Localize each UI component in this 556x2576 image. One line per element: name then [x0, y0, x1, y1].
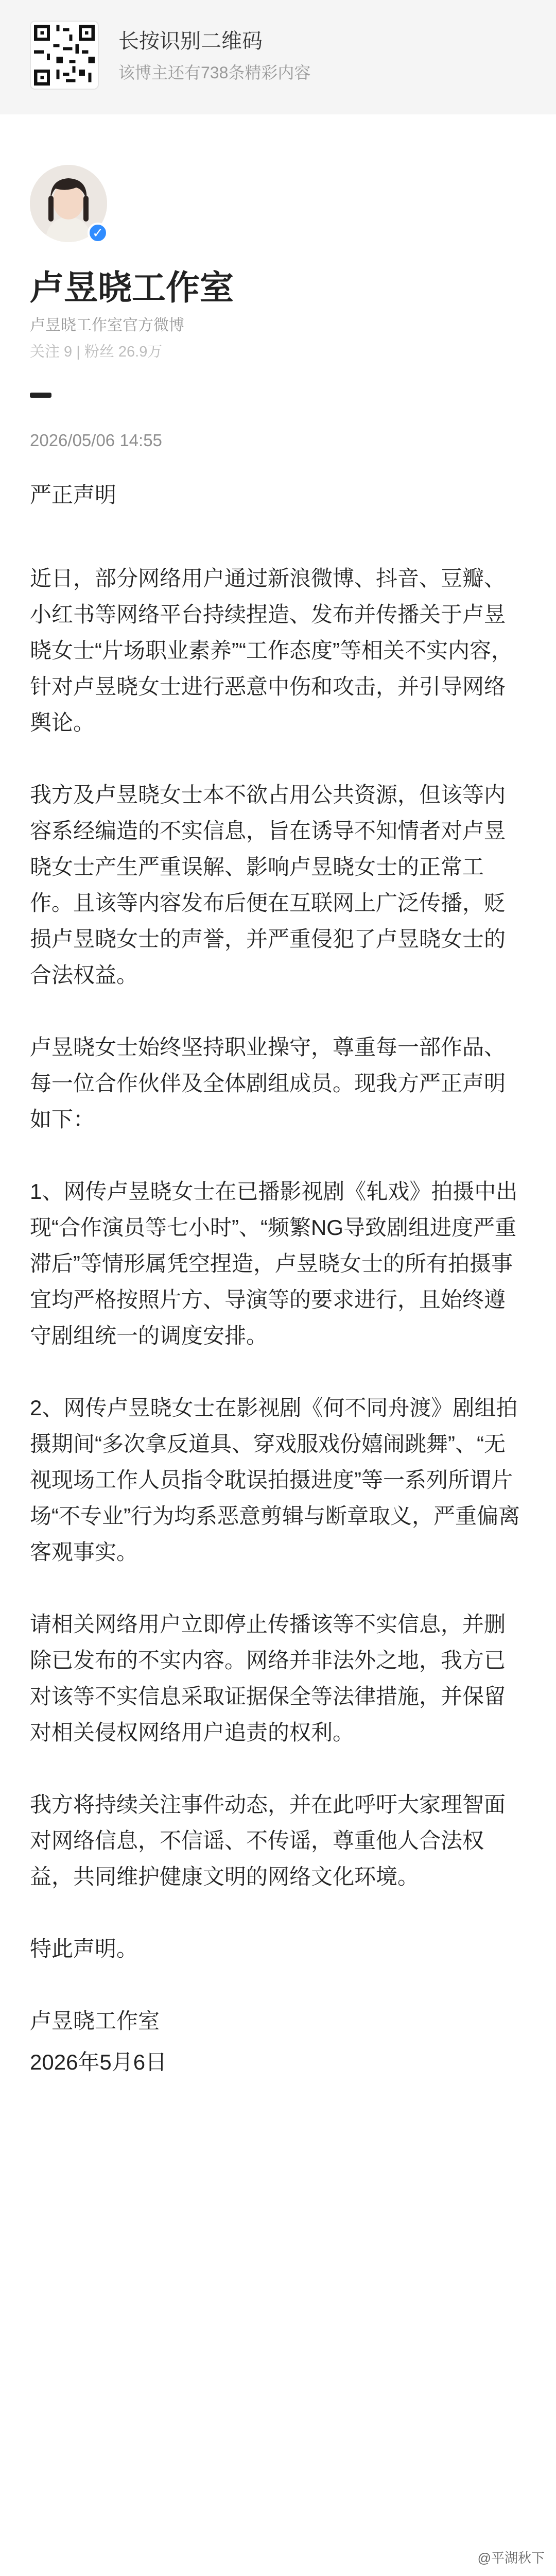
banner-subtitle: 该博主还有738条精彩内容 [118, 63, 311, 82]
account-stats: 关注 9 | 粉丝 26.9万 [30, 344, 163, 360]
post-signature: 卢昱晓工作室 [30, 2009, 160, 2033]
verified-badge-icon: ✓ [88, 223, 108, 243]
qr-code-small[interactable] [30, 21, 99, 90]
qr-code-icon [31, 22, 98, 89]
post-body [30, 561, 524, 2116]
banner-title: 长按识别二维码 [118, 30, 263, 53]
post-paragraph: 近日，部分网络用户通过新浪微博、抖音、豆瓣、小红书等网络平台持续捏造、发布并传播关于卢昱晓女士“片场职业素养”“工作态度”等相关不实内容，针对卢昱晓女士进行恶意中伤和攻击，并引导网络舆论。 [30, 566, 513, 735]
top-banner [0, 0, 556, 114]
divider-bar [30, 393, 51, 398]
post-paragraph: 卢昱晓女士始终坚持职业操守，尊重每一部作品、每一位合作伙伴及全体剧组成员。现我方严正声明如下： [30, 1035, 506, 1131]
post-paragraph: 特此声明。 [30, 1937, 138, 1961]
post-paragraph: 我方将持续关注事件动态，并在此呼吁大家理智面对网络信息，不信谣、不传谣，尊重他人合法权益，共同维护健康文明的网络文化环境。 [30, 1792, 506, 1889]
post-paragraph: 1、网传卢昱晓女士在已播影视剧《轧戏》拍摄中出现“合作演员等七小时”、“频繁NG导致剧组进度严重滞后”等情形属凭空捏造，卢昱晓女士的所有拍摄事宜均严格按照片方、导演等的要求进行，且始终遵守剧组统一的调度安排。 [30, 1179, 518, 1348]
watermark: @平湖秋下 [477, 2550, 545, 2566]
post-paragraph: 2、网传卢昱晓女士在影视剧《何不同舟渡》剧组拍摄期间“多次拿反道具、穿戏服戏份嬉闹跳舞”、“无视现场工作人员指令耽误拍摄进度”等一系列所谓片场“不专业”行为均系恶意剪辑与断章取义，严重偏离客观事实。 [30, 1396, 520, 1564]
account-description: 卢昱晓工作室官方微博 [30, 317, 184, 334]
post-sign-date: 2026年5月6日 [30, 2050, 167, 2074]
post-paragraph: 我方及卢昱晓女士本不欲占用公共资源，但该等内容系经编造的不实信息，旨在诱导不知情者对卢昱晓女士产生严重误解、影响卢昱晓女士的正常工作。且该等内容发布后便在互联网上广泛传播，贬损卢昱晓女士的声誉，并严重侵犯了卢昱晓女士的合法权益。 [30, 783, 506, 987]
post-title: 严正声明 [30, 483, 117, 507]
post-date: 2026/05/06 14:55 [30, 431, 162, 450]
account-name[interactable]: 卢昱晓工作室 [30, 268, 234, 307]
post-paragraph: 请相关网络用户立即停止传播该等不实信息，并删除已发布的不实内容。网络并非法外之地，我方已对该等不实信息采取证据保全等法律措施，并保留对相关侵权网络用户追责的权利。 [30, 1612, 506, 1744]
